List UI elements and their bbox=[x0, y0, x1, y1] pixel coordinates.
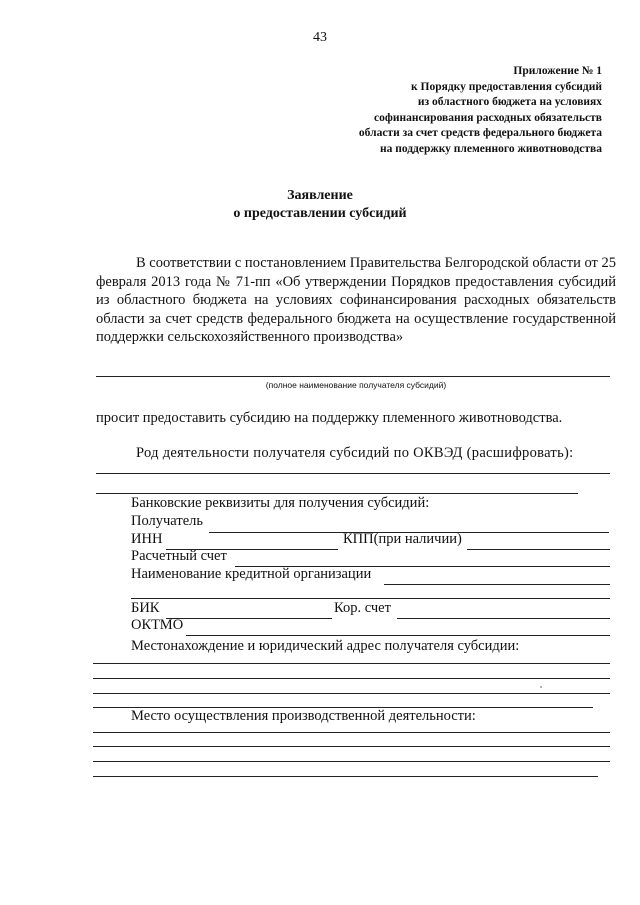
production-place-field-2[interactable] bbox=[93, 746, 610, 747]
production-place-field-1[interactable] bbox=[93, 732, 610, 733]
kpp-field[interactable] bbox=[467, 549, 610, 550]
oktmo-field[interactable] bbox=[186, 635, 610, 636]
account-label: Расчетный счет bbox=[131, 548, 227, 564]
bik-field[interactable] bbox=[166, 618, 332, 619]
okved-field-2[interactable] bbox=[96, 493, 578, 494]
appendix-line: к Порядку предоставления субсидий bbox=[411, 80, 602, 93]
production-place-field-3[interactable] bbox=[93, 761, 610, 762]
bik-label: БИК bbox=[131, 600, 160, 616]
address-field-1[interactable] bbox=[93, 663, 610, 664]
appendix-line: софинансирования расходных обязательств bbox=[374, 111, 602, 124]
preamble-paragraph bbox=[96, 254, 616, 347]
credit-org-field-2[interactable] bbox=[131, 598, 610, 599]
title-line-1: Заявление bbox=[287, 188, 353, 203]
production-place-field-4[interactable] bbox=[93, 776, 598, 777]
credit-org-field[interactable] bbox=[384, 584, 610, 585]
preamble-text: В соответствии с постановлением Правительства Белгородской области от 25 февраля 2013 года № 71-пп «Об утверждении Порядков предоставления субсидий из областного бюджета на условиях софинансирования расходных обязательств области за счет средств федерального бюджета на осуществление государственной поддержки сельскохозяйственного производства» bbox=[96, 255, 616, 345]
document-title bbox=[0, 187, 640, 223]
appendix-line: из областного бюджета на условиях bbox=[417, 96, 602, 108]
page-number: 43 bbox=[313, 30, 327, 45]
appendix-line: Приложение № 1 bbox=[513, 65, 602, 77]
request-text: просит предоставить субсидию на поддержку племенного животноводства. bbox=[96, 410, 563, 426]
recipient-name-field[interactable] bbox=[96, 376, 610, 377]
address-label: Местонахождение и юридический адрес получателя субсидии: bbox=[131, 638, 520, 654]
corr-account-label: Кор. счет bbox=[334, 600, 391, 616]
inn-label: ИНН bbox=[131, 531, 163, 547]
recipient-caption: (полное наименование получателя субсидий) bbox=[265, 380, 447, 390]
corr-account-field[interactable] bbox=[397, 618, 610, 619]
recipient-label: Получатель bbox=[131, 513, 203, 529]
scan-speck bbox=[540, 686, 542, 688]
appendix-line: на поддержку племенного животноводства bbox=[379, 142, 602, 155]
production-place-label: Место осуществления производственной деятельности: bbox=[131, 708, 476, 724]
okved-label: Род деятельности получателя субсидий по ОКВЭД (расшифровать): bbox=[136, 445, 574, 461]
appendix-line: области за счет средств федерального бюджета bbox=[358, 127, 602, 139]
oktmo-label: ОКТМО bbox=[131, 617, 184, 633]
address-field-3[interactable] bbox=[93, 693, 610, 694]
kpp-label: КПП(при наличии) bbox=[343, 531, 462, 547]
address-field-2[interactable] bbox=[93, 678, 610, 679]
credit-org-label: Наименование кредитной организации bbox=[131, 566, 372, 582]
title-line-2: о предоставлении субсидий bbox=[233, 206, 407, 221]
bank-heading: Банковские реквизиты для получения субсидий: bbox=[131, 495, 430, 511]
okved-field-1[interactable] bbox=[96, 473, 610, 474]
appendix-header bbox=[242, 64, 602, 157]
